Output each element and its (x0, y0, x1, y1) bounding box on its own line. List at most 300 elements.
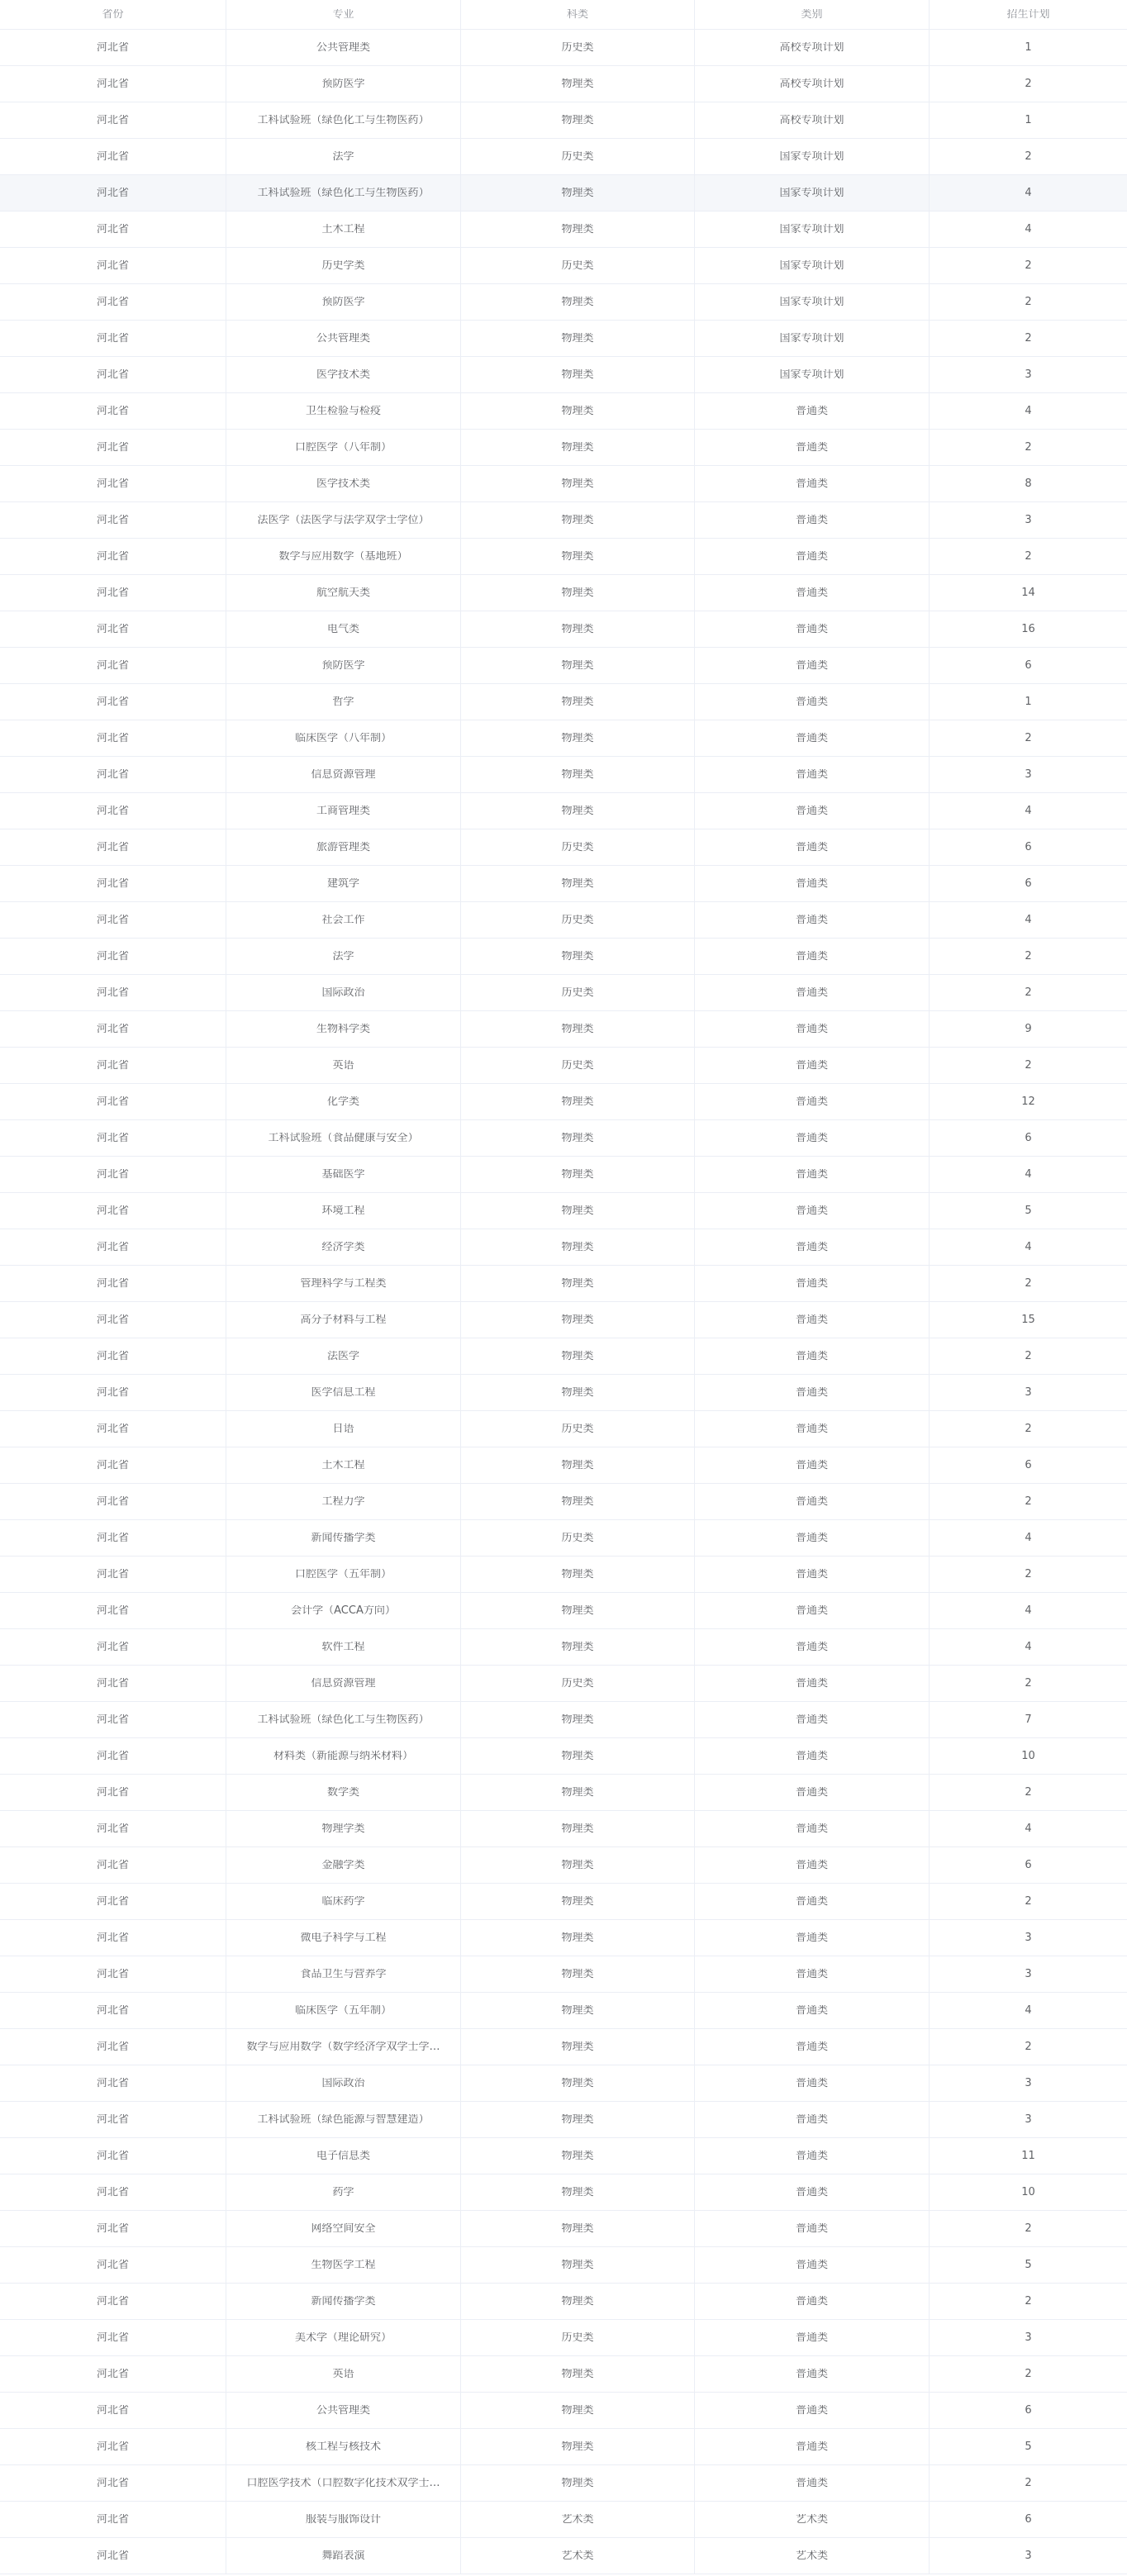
subject-type-cell: 物理类 (461, 430, 695, 465)
province-cell: 河北省 (0, 175, 226, 211)
category-cell: 国家专项计划 (695, 321, 930, 356)
table-row[interactable] (0, 139, 1127, 175)
province-cell: 河北省 (0, 1084, 226, 1119)
subject-type-cell: 物理类 (461, 1847, 695, 1883)
province-cell: 河北省 (0, 1193, 226, 1229)
table-row[interactable] (0, 1048, 1127, 1084)
subject-type-cell: 物理类 (461, 1266, 695, 1301)
enrollment-plan-cell: 6 (1025, 2405, 1032, 2416)
major-cell: 航空航天类 (226, 575, 461, 611)
table-row[interactable] (0, 1993, 1127, 2029)
table-row[interactable] (0, 2320, 1127, 2356)
enrollment-plan-cell: 2 (1025, 2223, 1032, 2234)
table-row[interactable] (0, 1375, 1127, 1411)
category-cell: 普通类 (695, 1775, 930, 1810)
table-row[interactable] (0, 284, 1127, 321)
major-cell: 英语 (226, 2356, 461, 2392)
table-row[interactable] (0, 1447, 1127, 1484)
column-header-enrollment-plan[interactable]: 招生计划 (1006, 9, 1050, 20)
subject-type-cell: 物理类 (461, 1629, 695, 1665)
province-cell: 河北省 (0, 2174, 226, 2210)
major-cell: 软件工程 (226, 1629, 461, 1665)
table-row[interactable] (0, 1157, 1127, 1193)
enrollment-plan-cell: 5 (1025, 2260, 1032, 2270)
table-row[interactable] (0, 2502, 1127, 2538)
province-cell: 河北省 (0, 539, 226, 574)
province-cell: 河北省 (0, 684, 226, 720)
province-cell: 河北省 (0, 866, 226, 901)
subject-type-cell: 物理类 (461, 2284, 695, 2319)
table-row[interactable] (0, 321, 1127, 357)
category-cell: 普通类 (695, 793, 930, 829)
major-cell: 旅游管理类 (226, 829, 461, 865)
table-row[interactable] (0, 866, 1127, 902)
province-cell: 河北省 (0, 793, 226, 829)
major-cell: 微电子科学与工程 (226, 1920, 461, 1956)
enrollment-plan-cell: 1 (1025, 115, 1032, 126)
major-cell: 国际政治 (226, 975, 461, 1010)
category-cell: 普通类 (695, 1847, 930, 1883)
province-cell: 河北省 (0, 2065, 226, 2101)
enrollment-plan-cell: 2 (1025, 1351, 1032, 1362)
major-cell: 服装与服饰设计 (226, 2502, 461, 2537)
enrollment-plan-cell: 3 (1025, 515, 1032, 525)
enrollment-plan-cell: 2 (1025, 1896, 1032, 1907)
subject-type-cell: 物理类 (461, 2102, 695, 2137)
category-cell: 普通类 (695, 684, 930, 720)
table-row[interactable] (0, 357, 1127, 393)
table-row[interactable] (0, 575, 1127, 611)
enrollment-plan-cell: 12 (1021, 1096, 1035, 1107)
major-cell: 工科试验班（食品健康与安全） (226, 1120, 461, 1156)
province-cell: 河北省 (0, 2502, 226, 2537)
major-cell: 法学 (226, 139, 461, 174)
table-row[interactable] (0, 2138, 1127, 2174)
category-cell: 普通类 (695, 1120, 930, 1156)
table-body (0, 30, 1127, 2574)
major-cell: 信息资源管理 (226, 757, 461, 792)
major-cell: 药学 (226, 2174, 461, 2210)
table-row[interactable] (0, 2211, 1127, 2247)
table-header (0, 0, 1127, 30)
table-row[interactable] (0, 1920, 1127, 1956)
category-cell: 普通类 (695, 2393, 930, 2428)
enrollment-plan-cell: 2 (1025, 151, 1032, 162)
category-cell: 普通类 (695, 1447, 930, 1483)
subject-type-cell: 物理类 (461, 1447, 695, 1483)
table-row[interactable] (0, 684, 1127, 720)
province-cell: 河北省 (0, 2029, 226, 2065)
major-cell: 工科试验班（绿色化工与生物医药） (226, 102, 461, 138)
major-cell: 数学与应用数学（基地班） (226, 539, 461, 574)
major-cell: 基础医学 (226, 1157, 461, 1192)
subject-type-cell: 物理类 (461, 2065, 695, 2101)
major-cell: 公共管理类 (226, 2393, 461, 2428)
major-cell: 社会工作 (226, 902, 461, 938)
major-cell: 金融学类 (226, 1847, 461, 1883)
table-row[interactable] (0, 1775, 1127, 1811)
column-header-category[interactable]: 类别 (695, 0, 930, 29)
table-row[interactable] (0, 2465, 1127, 2502)
subject-type-cell: 物理类 (461, 1993, 695, 2028)
enrollment-plan-cell: 2 (1025, 1423, 1032, 1434)
major-cell: 法医学（法医学与法学双学士学位） (226, 502, 461, 538)
major-cell: 建筑学 (226, 866, 461, 901)
province-cell: 河北省 (0, 2247, 226, 2283)
subject-type-cell: 物理类 (461, 1484, 695, 1519)
subject-type-cell: 物理类 (461, 1557, 695, 1592)
category-cell: 普通类 (695, 2429, 930, 2464)
table-row[interactable] (0, 902, 1127, 939)
province-cell: 河北省 (0, 2320, 226, 2355)
table-row[interactable] (0, 2356, 1127, 2393)
category-cell: 普通类 (695, 1338, 930, 1374)
category-cell: 普通类 (695, 1557, 930, 1592)
enrollment-plan-cell: 3 (1025, 1932, 1032, 1943)
table-row[interactable] (0, 1266, 1127, 1302)
province-cell: 河北省 (0, 211, 226, 247)
table-row[interactable] (0, 611, 1127, 648)
table-row[interactable] (0, 1084, 1127, 1120)
table-row[interactable] (0, 648, 1127, 684)
province-cell: 河北省 (0, 393, 226, 429)
table-row[interactable] (0, 1956, 1127, 1993)
enrollment-plan-cell: 4 (1025, 2005, 1032, 2016)
province-cell: 河北省 (0, 757, 226, 792)
major-cell: 网络空间安全 (226, 2211, 461, 2246)
major-cell: 临床医学（五年制） (226, 1993, 461, 2028)
table-row[interactable] (0, 2029, 1127, 2065)
enrollment-plan-cell: 14 (1021, 587, 1035, 598)
subject-type-cell: 历史类 (461, 248, 695, 283)
table-row[interactable] (0, 1811, 1127, 1847)
table-row[interactable] (0, 2174, 1127, 2211)
province-cell: 河北省 (0, 2356, 226, 2392)
table-row[interactable] (0, 2393, 1127, 2429)
category-cell: 普通类 (695, 466, 930, 501)
province-cell: 河北省 (0, 1811, 226, 1846)
subject-type-cell: 物理类 (461, 2174, 695, 2210)
subject-type-cell: 物理类 (461, 1811, 695, 1846)
enrollment-plan-cell: 6 (1025, 660, 1032, 671)
table-row[interactable] (0, 539, 1127, 575)
category-cell: 普通类 (695, 1956, 930, 1992)
major-cell: 新闻传播学类 (226, 1520, 461, 1556)
major-cell: 预防医学 (226, 284, 461, 320)
major-cell: 土木工程 (226, 1447, 461, 1483)
table-row[interactable] (0, 1847, 1127, 1884)
table-row[interactable] (0, 1593, 1127, 1629)
major-cell: 数学与应用数学（数学经济学双学士学… (226, 2029, 461, 2065)
enrollment-plan-cell: 4 (1025, 1242, 1032, 1252)
category-cell: 普通类 (695, 829, 930, 865)
table-row[interactable] (0, 502, 1127, 539)
province-cell: 河北省 (0, 2211, 226, 2246)
subject-type-cell: 物理类 (461, 1302, 695, 1338)
table-row[interactable] (0, 1229, 1127, 1266)
enrollment-plan-cell: 15 (1021, 1314, 1035, 1325)
category-cell: 国家专项计划 (695, 175, 930, 211)
table-row[interactable] (0, 1702, 1127, 1738)
major-cell: 化学类 (226, 1084, 461, 1119)
major-cell: 临床医学（八年制） (226, 720, 461, 756)
category-cell: 普通类 (695, 866, 930, 901)
table-row[interactable] (0, 1666, 1127, 1702)
category-cell: 普通类 (695, 1666, 930, 1701)
category-cell: 普通类 (695, 2465, 930, 2501)
enrollment-plan-cell: 2 (1025, 1496, 1032, 1507)
table-row[interactable] (0, 30, 1127, 66)
enrollment-plan-cell: 3 (1025, 1969, 1032, 1980)
enrollment-plan-cell: 6 (1025, 1860, 1032, 1870)
table-row[interactable] (0, 175, 1127, 211)
province-cell: 河北省 (0, 1157, 226, 1192)
category-cell: 普通类 (695, 2211, 930, 2246)
table-row[interactable] (0, 1557, 1127, 1593)
subject-type-cell: 物理类 (461, 1338, 695, 1374)
subject-type-cell: 历史类 (461, 1048, 695, 1083)
category-cell: 普通类 (695, 1993, 930, 2028)
table-row[interactable] (0, 1738, 1127, 1775)
table-row[interactable] (0, 1629, 1127, 1666)
enrollment-plan-cell: 4 (1025, 188, 1032, 198)
enrollment-plan-cell: 2 (1025, 2478, 1032, 2488)
subject-type-cell: 历史类 (461, 30, 695, 65)
table-row[interactable] (0, 1520, 1127, 1557)
province-cell: 河北省 (0, 1411, 226, 1447)
table-row[interactable] (0, 1120, 1127, 1157)
province-cell: 河北省 (0, 1847, 226, 1883)
table-row[interactable] (0, 466, 1127, 502)
subject-type-cell: 历史类 (461, 902, 695, 938)
subject-type-cell: 物理类 (461, 2029, 695, 2065)
enrollment-plan-cell: 7 (1025, 1714, 1032, 1725)
category-cell: 艺术类 (695, 2538, 930, 2574)
subject-type-cell: 物理类 (461, 2138, 695, 2174)
province-cell: 河北省 (0, 1447, 226, 1483)
province-cell: 河北省 (0, 1011, 226, 1047)
table-row[interactable] (0, 430, 1127, 466)
category-cell: 普通类 (695, 975, 930, 1010)
major-cell: 口腔医学（八年制） (226, 430, 461, 465)
major-cell: 工科试验班（绿色能源与智慧建造） (226, 2102, 461, 2137)
subject-type-cell: 物理类 (461, 866, 695, 901)
major-cell: 新闻传播学类 (226, 2284, 461, 2319)
category-cell: 普通类 (695, 1920, 930, 1956)
category-cell: 艺术类 (695, 2502, 930, 2537)
major-cell: 舞蹈表演 (226, 2538, 461, 2574)
province-cell: 河北省 (0, 575, 226, 611)
enrollment-plan-cell: 16 (1021, 624, 1035, 634)
province-cell: 河北省 (0, 1048, 226, 1083)
subject-type-cell: 物理类 (461, 939, 695, 974)
column-header-subject-type[interactable]: 科类 (461, 0, 695, 29)
province-cell: 河北省 (0, 1993, 226, 2028)
table-row[interactable] (0, 793, 1127, 829)
enrollment-plan-cell: 5 (1025, 2441, 1032, 2452)
province-cell: 河北省 (0, 357, 226, 392)
enrollment-plan-cell: 4 (1025, 1169, 1032, 1180)
category-cell: 普通类 (695, 1484, 930, 1519)
category-cell: 普通类 (695, 2138, 930, 2174)
subject-type-cell: 物理类 (461, 2393, 695, 2428)
table-row[interactable] (0, 975, 1127, 1011)
major-cell: 临床药学 (226, 1884, 461, 1919)
province-cell: 河北省 (0, 502, 226, 538)
province-cell: 河北省 (0, 975, 226, 1010)
category-cell: 高校专项计划 (695, 102, 930, 138)
major-cell: 土木工程 (226, 211, 461, 247)
major-cell: 日语 (226, 1411, 461, 1447)
province-cell: 河北省 (0, 902, 226, 938)
category-cell: 普通类 (695, 2174, 930, 2210)
table-row[interactable] (0, 1484, 1127, 1520)
province-cell: 河北省 (0, 1557, 226, 1592)
enrollment-plan-cell: 2 (1025, 733, 1032, 744)
subject-type-cell: 物理类 (461, 1920, 695, 1956)
province-cell: 河北省 (0, 1629, 226, 1665)
category-cell: 国家专项计划 (695, 284, 930, 320)
table-row[interactable] (0, 1411, 1127, 1447)
enrollment-plan-cell: 6 (1025, 842, 1032, 853)
table-row[interactable] (0, 1338, 1127, 1375)
major-cell: 电气类 (226, 611, 461, 647)
column-header-major[interactable]: 专业 (226, 0, 461, 29)
enrollment-plan-cell: 3 (1025, 369, 1032, 380)
province-cell: 河北省 (0, 1702, 226, 1737)
table-row[interactable] (0, 829, 1127, 866)
category-cell: 高校专项计划 (695, 66, 930, 102)
enrollment-plan-cell: 4 (1025, 1533, 1032, 1543)
major-cell: 英语 (226, 1048, 461, 1083)
subject-type-cell: 物理类 (461, 393, 695, 429)
subject-type-cell: 物理类 (461, 2356, 695, 2392)
subject-type-cell: 历史类 (461, 1520, 695, 1556)
enrollment-plan-cell: 6 (1025, 1133, 1032, 1143)
table-row[interactable] (0, 757, 1127, 793)
enrollment-plan-cell: 8 (1025, 478, 1032, 489)
table-row[interactable] (0, 939, 1127, 975)
table-row[interactable] (0, 393, 1127, 430)
province-cell: 河北省 (0, 248, 226, 283)
enrollment-plan-cell: 2 (1025, 1278, 1032, 1289)
category-cell: 高校专项计划 (695, 30, 930, 65)
enrollment-plan-cell: 2 (1025, 2296, 1032, 2307)
subject-type-cell: 物理类 (461, 757, 695, 792)
province-cell: 河北省 (0, 939, 226, 974)
table-row[interactable] (0, 1302, 1127, 1338)
table-row[interactable] (0, 2247, 1127, 2284)
table-row[interactable] (0, 1011, 1127, 1048)
province-cell: 河北省 (0, 611, 226, 647)
enrollment-plan-cell: 4 (1025, 406, 1032, 416)
province-cell: 河北省 (0, 1375, 226, 1410)
province-cell: 河北省 (0, 30, 226, 65)
category-cell: 普通类 (695, 1884, 930, 1919)
enrollment-plan-cell: 4 (1025, 1605, 1032, 1616)
category-cell: 国家专项计划 (695, 211, 930, 247)
major-cell: 工科试验班（绿色化工与生物医药） (226, 1702, 461, 1737)
province-cell: 河北省 (0, 829, 226, 865)
major-cell: 国际政治 (226, 2065, 461, 2101)
major-cell: 高分子材料与工程 (226, 1302, 461, 1338)
category-cell: 普通类 (695, 611, 930, 647)
major-cell: 历史学类 (226, 248, 461, 283)
province-cell: 河北省 (0, 466, 226, 501)
major-cell: 电子信息类 (226, 2138, 461, 2174)
category-cell: 普通类 (695, 1266, 930, 1301)
subject-type-cell: 物理类 (461, 575, 695, 611)
table-row[interactable] (0, 2284, 1127, 2320)
table-row[interactable] (0, 1193, 1127, 1229)
province-cell: 河北省 (0, 2429, 226, 2464)
table-row[interactable] (0, 211, 1127, 248)
subject-type-cell: 物理类 (461, 1084, 695, 1119)
enrollment-plan-cell: 2 (1025, 2369, 1032, 2379)
category-cell: 普通类 (695, 2247, 930, 2283)
category-cell: 普通类 (695, 902, 930, 938)
category-cell: 普通类 (695, 1375, 930, 1410)
table-row[interactable] (0, 102, 1127, 139)
subject-type-cell: 物理类 (461, 1229, 695, 1265)
province-cell: 河北省 (0, 648, 226, 683)
table-row[interactable] (0, 2538, 1127, 2574)
category-cell: 普通类 (695, 1520, 930, 1556)
major-cell: 公共管理类 (226, 30, 461, 65)
table-row[interactable] (0, 248, 1127, 284)
province-cell: 河北省 (0, 2138, 226, 2174)
table-row[interactable] (0, 720, 1127, 757)
category-cell: 普通类 (695, 1738, 930, 1774)
major-cell: 管理科学与工程类 (226, 1266, 461, 1301)
major-cell: 美术学（理论研究） (226, 2320, 461, 2355)
enrollment-plan-cell: 10 (1021, 2187, 1035, 2198)
category-cell: 普通类 (695, 939, 930, 974)
major-cell: 食品卫生与营养学 (226, 1956, 461, 1992)
subject-type-cell: 物理类 (461, 211, 695, 247)
subject-type-cell: 物理类 (461, 175, 695, 211)
major-cell: 经济学类 (226, 1229, 461, 1265)
province-cell: 河北省 (0, 1484, 226, 1519)
enrollment-plan-cell: 3 (1025, 769, 1032, 780)
enrollment-plan-cell: 2 (1025, 1569, 1032, 1580)
enrollment-plan-cell: 6 (1025, 878, 1032, 889)
enrollment-plan-cell: 2 (1025, 2041, 1032, 2052)
major-cell: 环境工程 (226, 1193, 461, 1229)
table-row[interactable] (0, 2065, 1127, 2102)
enrollment-plan-cell: 10 (1021, 1751, 1035, 1761)
enrollment-plan-cell: 1 (1025, 42, 1032, 53)
major-cell: 医学技术类 (226, 466, 461, 501)
category-cell: 普通类 (695, 2320, 930, 2355)
table-row[interactable] (0, 2429, 1127, 2465)
table-row[interactable] (0, 1884, 1127, 1920)
province-cell: 河北省 (0, 1266, 226, 1301)
subject-type-cell: 历史类 (461, 975, 695, 1010)
column-header-province[interactable]: 省份 (0, 0, 226, 29)
major-cell: 工商管理类 (226, 793, 461, 829)
major-cell: 法医学 (226, 1338, 461, 1374)
province-cell: 河北省 (0, 1738, 226, 1774)
enrollment-plan-cell: 2 (1025, 1060, 1032, 1071)
enrollment-plan-cell: 4 (1025, 1642, 1032, 1652)
category-cell: 普通类 (695, 2029, 930, 2065)
subject-type-cell: 物理类 (461, 1775, 695, 1810)
table-row[interactable] (0, 66, 1127, 102)
enrollment-plan-cell: 6 (1025, 2514, 1032, 2525)
province-cell: 河北省 (0, 1520, 226, 1556)
table-row[interactable] (0, 2102, 1127, 2138)
